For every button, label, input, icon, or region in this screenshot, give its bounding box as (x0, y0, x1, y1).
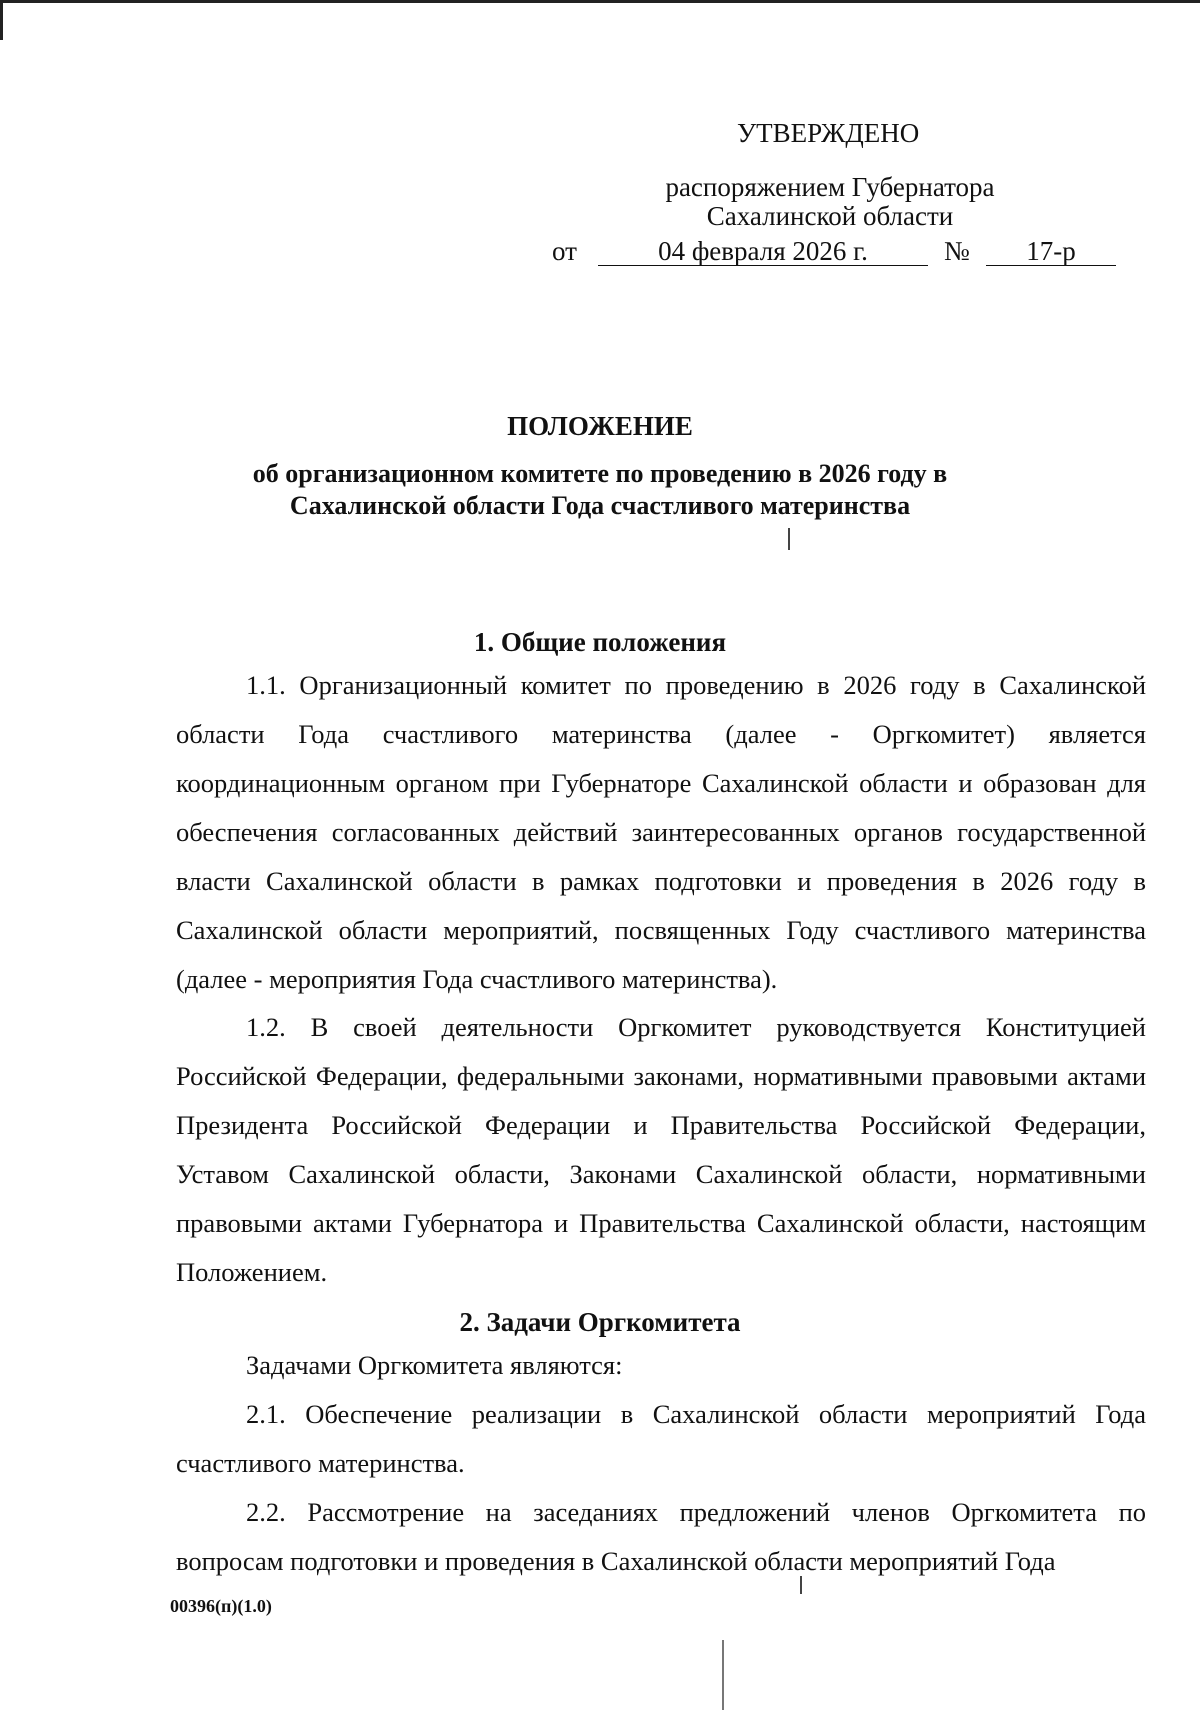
section-heading-2: 2. Задачи Оргкомитета (459, 1307, 741, 1337)
section-heading-1: 1. Общие положения (473, 627, 727, 657)
approval-date: 04 февраля 2026 г. (598, 236, 928, 266)
approved-title: УТВЕРЖДЕНО (737, 118, 920, 148)
paragraph-1-2: 1.2. В своей деятельности Оргкомитет руководствуется Конституцией Российской Федерации, федеральными законами, нормативными правовыми актами Президента Российской Федерации и Правительства Российской Федерации, Уставом Сахалинской области, Законами Сахалинской области, нормативными правовыми актами Губернатора и Правительства Сахалинской области, настоящим Положением. (176, 1012, 1146, 1287)
approval-date-line (552, 236, 1112, 268)
form-code: 00396(п)(1.0) (170, 1596, 272, 1616)
document-subtitle: об организационном комитете по проведению в 2026 году в Сахалинской области Года счастливого материнства (252, 459, 948, 520)
approval-basis (540, 172, 1120, 230)
approval-basis-line1: распоряжением Губернатора (665, 172, 995, 202)
scan-left-border (0, 0, 3, 40)
paragraph-1-1: 1.1. Организационный комитет по проведению в 2026 году в Сахалинской области Года счастливого материнства (далее - Оргкомитет) является координационным органом при Губернаторе Сахалинской области и образован для обеспечения согласованных действий заинтересованных органов государственной власти Сахалинской области в рамках подготовки и проведения в 2026 году в Сахалинской области мероприятий, посвященных Году счастливого материнства (далее - мероприятия Года счастливого материнства). (176, 670, 1146, 994)
scan-artifact-mark (722, 1640, 724, 1710)
scan-artifact-mark (800, 1576, 802, 1594)
scan-artifact-mark (788, 528, 790, 550)
paragraph-2-2: 2.2. Рассмотрение на заседаниях предложений членов Оргкомитета по вопросам подготовки и проведения в Сахалинской области мероприятий Года (176, 1497, 1146, 1576)
number-label: № (944, 236, 970, 266)
section-2-intro: Задачами Оргкомитета являются: (246, 1350, 623, 1380)
paragraph-2-1: 2.1. Обеспечение реализации в Сахалинской области мероприятий Года счастливого материнства. (176, 1399, 1146, 1478)
approval-basis-line2: Сахалинской области (706, 201, 954, 231)
from-label: от (552, 236, 577, 266)
approval-number: 17-р (986, 236, 1116, 266)
document-title: ПОЛОЖЕНИЕ (507, 411, 693, 441)
scan-top-border (0, 0, 1200, 3)
